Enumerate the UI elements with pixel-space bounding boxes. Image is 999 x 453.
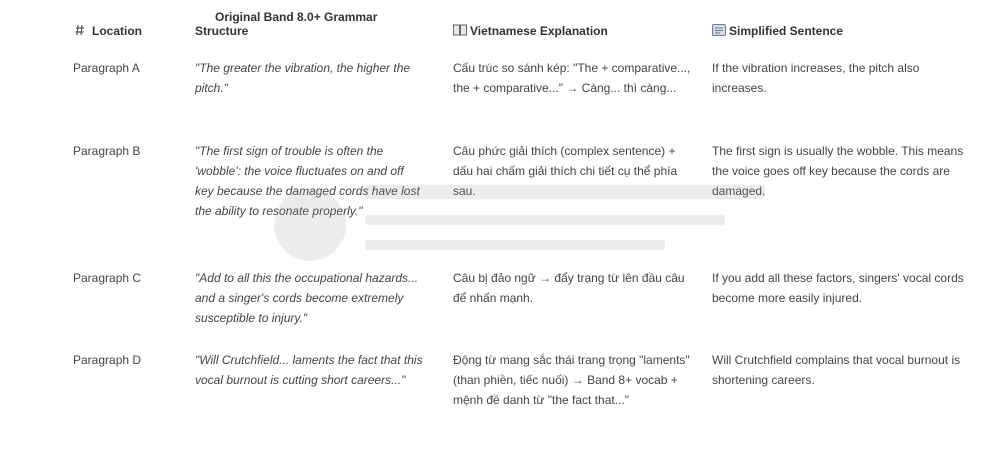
header-location-label: Location	[92, 24, 142, 38]
row-4-simplified: Will Crutchfield complains that vocal burnout is shortening careers.	[712, 353, 961, 387]
header-vietnamese-label: Vietnamese Explanation	[470, 24, 608, 38]
document-icon	[712, 24, 726, 36]
row-1-original: "The greater the vibration, the higher the pitch."	[195, 61, 411, 95]
row-3-original: "Add to all this the occupational hazards... and a singer's cords become extremely susceptible to injury."	[195, 271, 419, 325]
row-1-location: Paragraph A	[73, 61, 140, 75]
row-4-location: Paragraph D	[73, 353, 142, 367]
row-3-vietnamese: Câu bị đảo ngữ → đẩy trạng từ lên đầu câu để nhấn mạnh.	[453, 271, 685, 305]
book-icon	[453, 24, 467, 36]
header-vietnamese	[453, 24, 608, 38]
row-4-vietnamese: Động từ mang sắc thái trang trọng "laments" (than phiền, tiếc nuối) → Band 8+ vocab + mệnh đề danh từ "the fact that..."	[453, 353, 690, 407]
header-original-line2: Structure	[195, 24, 249, 38]
row-3-location: Paragraph C	[73, 271, 142, 285]
row-3-simplified: If you add all these factors, singers' vocal cords become more easily injured.	[712, 271, 964, 305]
header-original-line1: Original Band 8.0+ Grammar	[215, 10, 378, 24]
row-2-vietnamese: Câu phức giải thích (complex sentence) + dấu hai chấm giải thích chi tiết cụ thể phía sau.	[453, 144, 678, 198]
row-1-simplified: If the vibration increases, the pitch also increases.	[712, 61, 920, 95]
row-2-original: "The first sign of trouble is often the 'wobble': the voice fluctuates on and off key because the damaged cords have lost the ability to resonate properly."	[195, 144, 420, 218]
header-original	[195, 10, 425, 38]
row-2-simplified: The first sign is usually the wobble. This means the voice goes off key because the cords are damaged.	[712, 144, 964, 198]
row-2-location: Paragraph B	[73, 144, 141, 158]
hash-icon	[75, 24, 89, 36]
header-simplified-label: Simplified Sentence	[729, 24, 844, 38]
header-simplified	[712, 24, 843, 38]
header-location	[75, 24, 142, 38]
row-1-vietnamese: Cấu trúc so sánh kép: "The + comparative..., the + comparative..." → Càng... thì càng...	[453, 61, 691, 95]
row-4-original: "Will Crutchfield... laments the fact that this vocal burnout is cutting short careers..."	[195, 353, 423, 387]
